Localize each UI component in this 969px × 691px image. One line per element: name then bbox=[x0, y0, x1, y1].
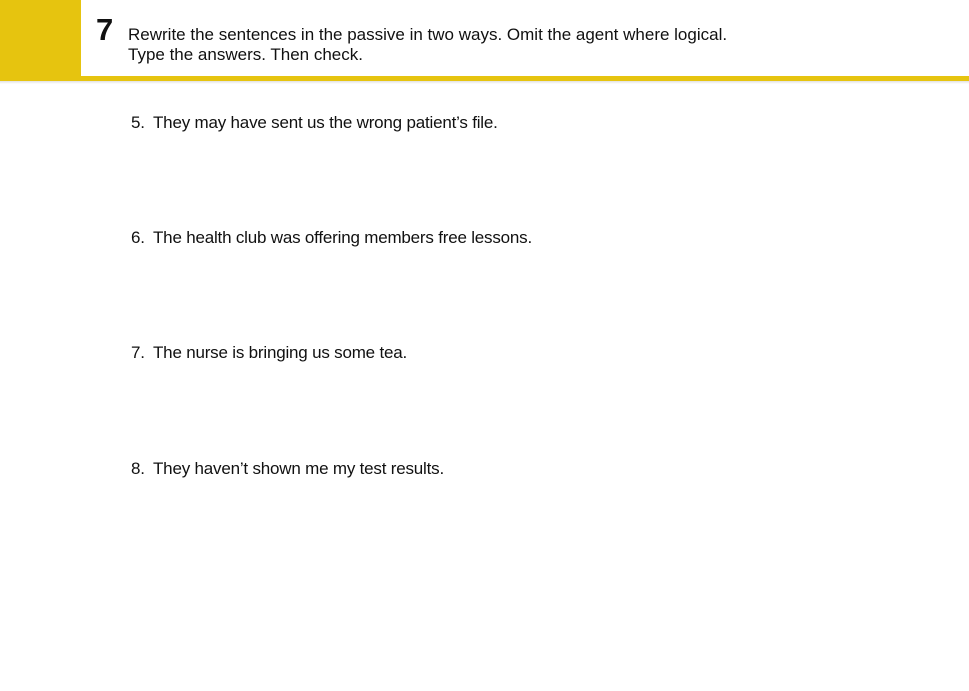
question-text: The health club was offering members free lessons. bbox=[153, 228, 532, 247]
question-8 bbox=[131, 459, 444, 479]
question-5 bbox=[131, 113, 498, 133]
header-rule-shadow bbox=[0, 81, 969, 84]
header-accent-block bbox=[0, 0, 81, 76]
question-text: The nurse is bringing us some tea. bbox=[153, 343, 408, 362]
question-text: They may have sent us the wrong patient’s file. bbox=[153, 113, 498, 132]
instructions bbox=[128, 25, 888, 65]
instruction-line-1: Rewrite the sentences in the passive in two ways. Omit the agent where logical. bbox=[128, 25, 728, 44]
question-7 bbox=[131, 343, 407, 363]
instruction-line-2: Type the answers. Then check. bbox=[128, 45, 363, 64]
exercise-number: 7 bbox=[96, 12, 114, 47]
question-number: 7. bbox=[131, 343, 145, 362]
question-6 bbox=[131, 228, 532, 248]
question-number: 6. bbox=[131, 228, 145, 247]
question-text: They haven’t shown me my test results. bbox=[153, 459, 444, 478]
question-number: 5. bbox=[131, 113, 145, 132]
question-number: 8. bbox=[131, 459, 145, 478]
